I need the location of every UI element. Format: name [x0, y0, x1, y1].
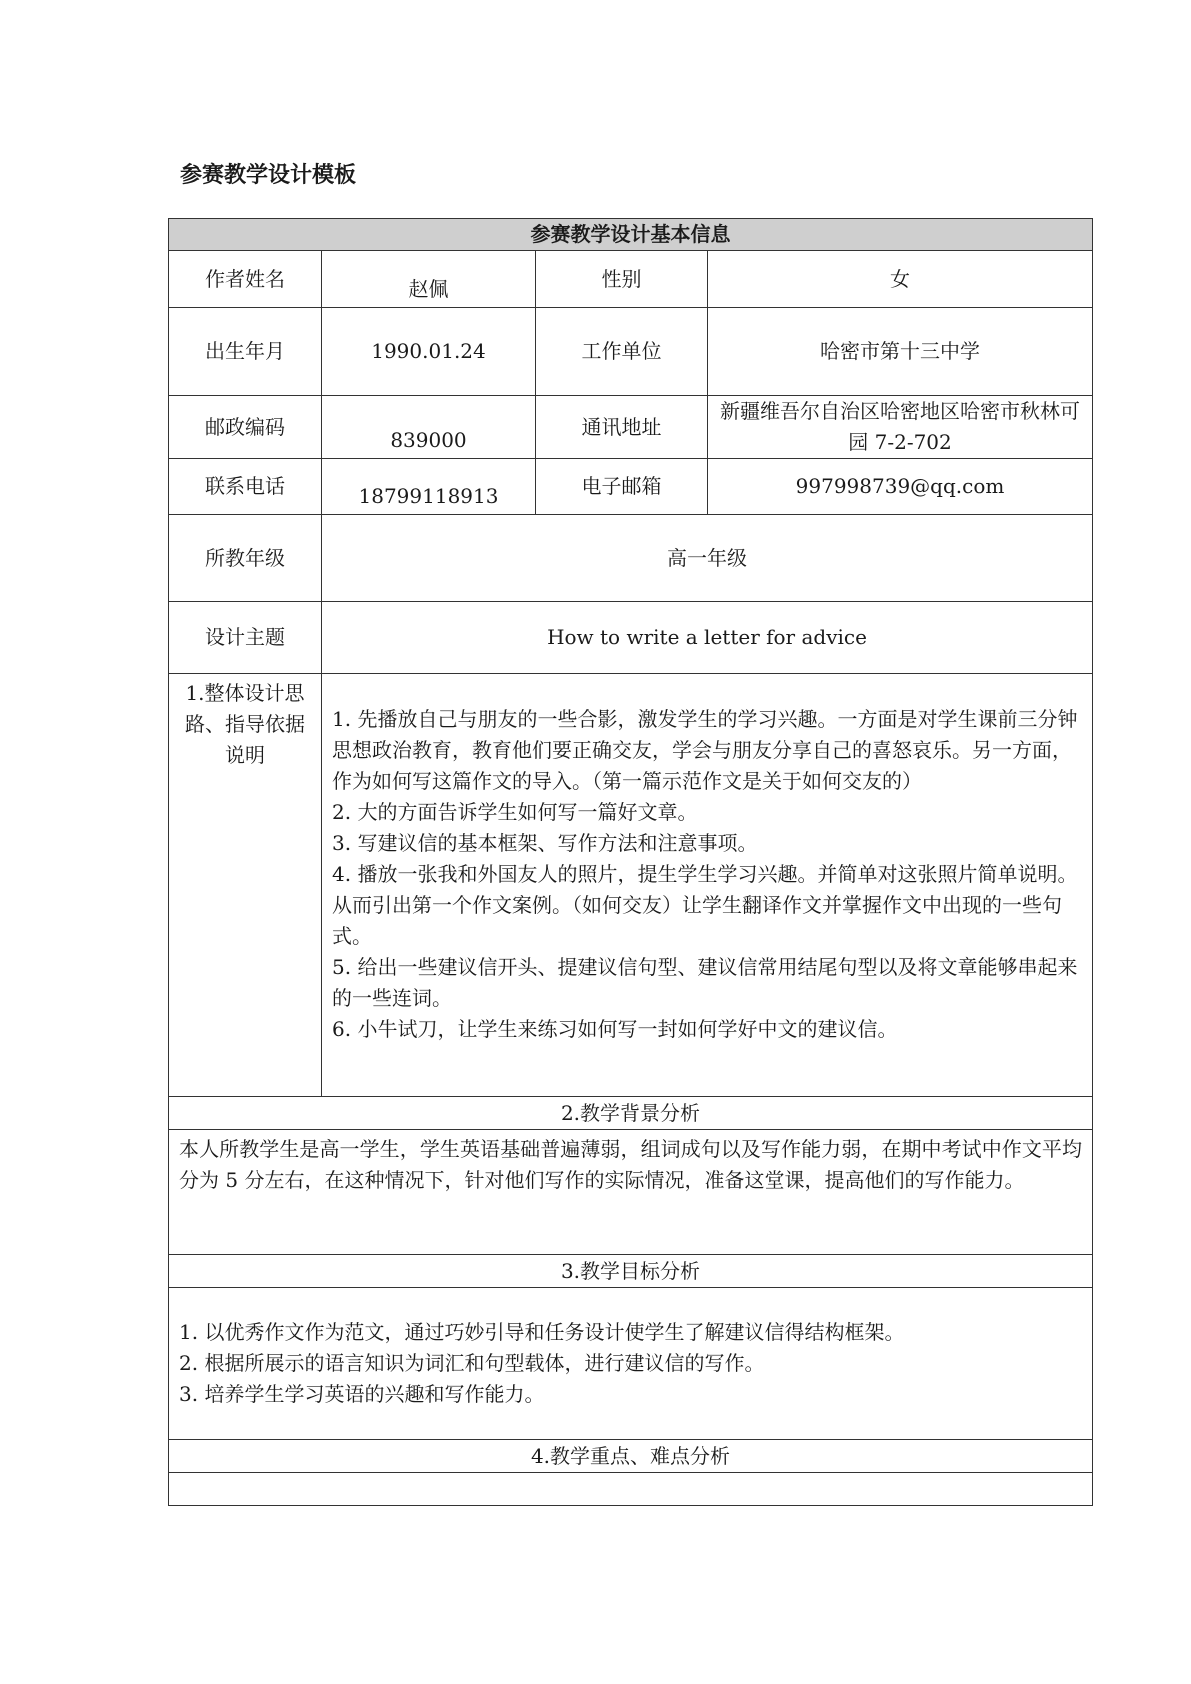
- author-label: 作者姓名: [169, 251, 322, 308]
- birth-label: 出生年月: [169, 308, 322, 396]
- grade-label: 所教年级: [169, 515, 322, 602]
- postal-code-label: 邮政编码: [169, 396, 322, 459]
- design-info-table: [168, 218, 1093, 1506]
- goal-item: 2. 根据所展示的语言知识为词汇和句型载体，进行建议信的写作。: [179, 1351, 765, 1375]
- gender-value: 女: [708, 251, 1093, 308]
- email-label: 电子邮箱: [536, 459, 708, 515]
- theme-value: How to write a letter for advice: [322, 602, 1093, 674]
- goal-item: 3. 培养学生学习英语的兴趣和写作能力。: [179, 1382, 545, 1406]
- design-item: 4. 播放一张我和外国友人的照片，提生学生学习兴趣。并简单对这张照片简单说明。从而引出第一个作文案例。（如何交友）让学生翻译作文并掌握作文中出现的一些句式。: [332, 862, 1078, 948]
- phone-label: 联系电话: [169, 459, 322, 515]
- gender-label: 性别: [536, 251, 708, 308]
- goal-item: 1. 以优秀作文作为范文，通过巧妙引导和任务设计使学生了解建议信得结构框架。: [179, 1320, 905, 1344]
- author-value: 赵佩: [322, 251, 536, 308]
- design-item: 6. 小牛试刀，让学生来练习如何写一封如何学好中文的建议信。: [332, 1017, 898, 1041]
- work-unit-label: 工作单位: [536, 308, 708, 396]
- birth-value: 1990.01.24: [322, 308, 536, 396]
- background-section-text: 本人所教学生是高一学生，学生英语基础普遍薄弱，组词成句以及写作能力弱，在期中考试中作文平均分为 5 分左右，在这种情况下，针对他们写作的实际情况，准备这堂课，提高他们的写作能力。: [169, 1130, 1093, 1255]
- address-value: 新疆维吾尔自治区哈密地区哈密市秋林可园 7-2-702: [708, 396, 1093, 459]
- phone-value: 18799118913: [322, 459, 536, 515]
- postal-code-value: 839000: [322, 396, 536, 459]
- design-item: 5. 给出一些建议信开头、提建议信句型、建议信常用结尾句型以及将文章能够串起来的一些连词。: [332, 955, 1078, 1010]
- key-points-section-content: [169, 1473, 1093, 1506]
- document-title: 参赛教学设计模板: [180, 163, 357, 188]
- design-idea-content: [322, 674, 1093, 1097]
- goals-section-title: 3.教学目标分析: [169, 1255, 1093, 1288]
- email-value: 997998739@qq.com: [708, 459, 1093, 515]
- design-item: 3. 写建议信的基本框架、写作方法和注意事项。: [332, 831, 758, 855]
- work-unit-value: 哈密市第十三中学: [708, 308, 1093, 396]
- address-label: 通讯地址: [536, 396, 708, 459]
- table-header: 参赛教学设计基本信息: [169, 219, 1093, 251]
- theme-label: 设计主题: [169, 602, 322, 674]
- grade-value: 高一年级: [322, 515, 1093, 602]
- design-item: 1. 先播放自己与朋友的一些合影，激发学生的学习兴趣。一方面是对学生课前三分钟思想政治教育，教育他们要正确交友，学会与朋友分享自己的喜怒哀乐。另一方面，作为如何写这篇作文的导入。（第一篇示范作文是关于如何交友的）: [332, 707, 1078, 793]
- design-item: 2. 大的方面告诉学生如何写一篇好文章。: [332, 800, 698, 824]
- goals-section-content: [169, 1288, 1093, 1440]
- background-section-title: 2.教学背景分析: [169, 1097, 1093, 1130]
- key-points-section-title: 4.教学重点、难点分析: [169, 1440, 1093, 1473]
- design-idea-label: 1.整体设计思路、指导依据说明: [169, 674, 322, 1097]
